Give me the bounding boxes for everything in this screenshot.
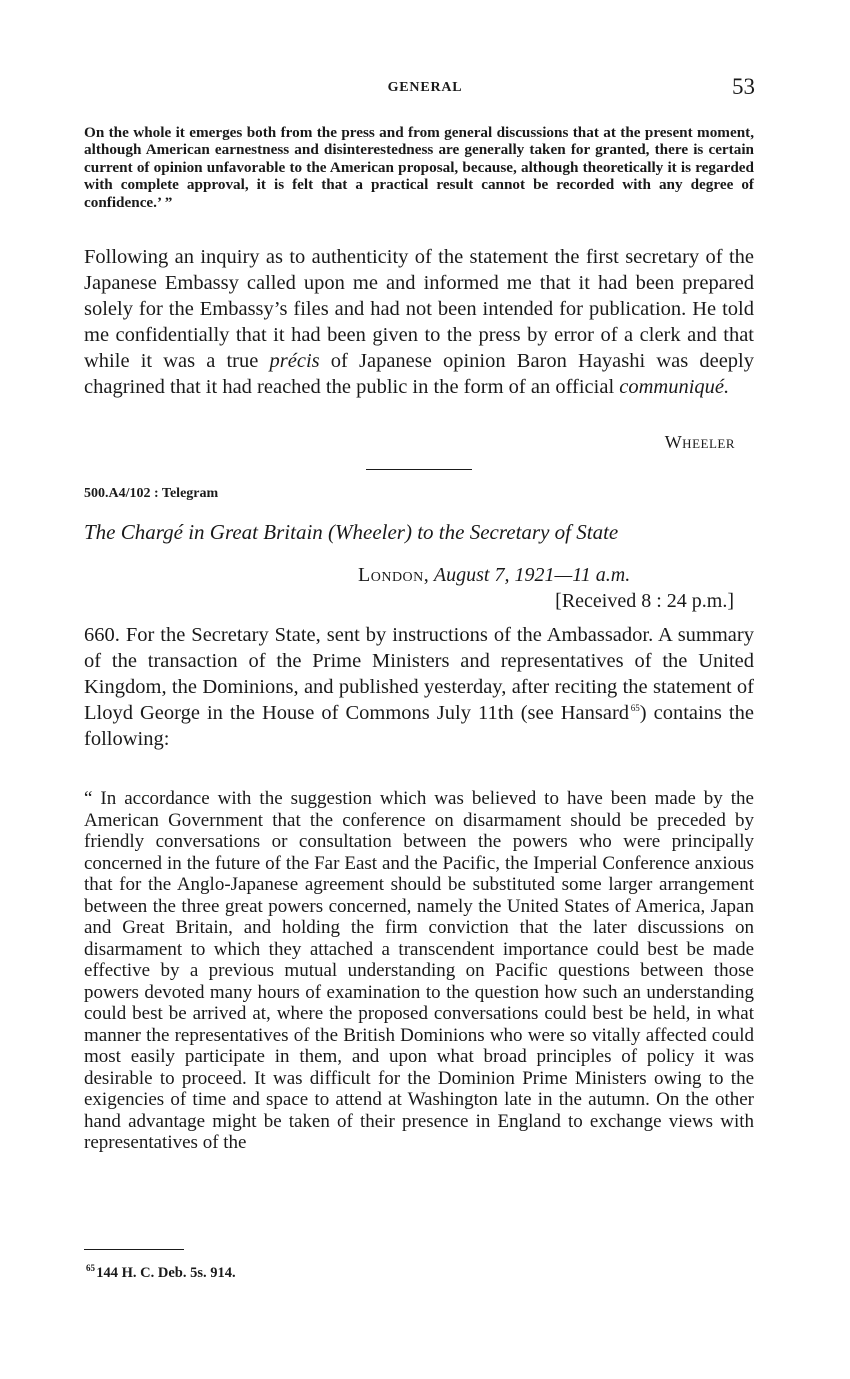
paragraph-following-text-2: of Japanese opinion Baron Hayashi was deeply chagrined that it had reached the public in the form of an official (84, 350, 754, 398)
heading-part-2: ) to the Secretary of State (404, 520, 619, 544)
dateline-place: London, (358, 564, 430, 586)
quote-main: “ In accordance with the suggestion which was believed to have been made by the American Government that the conference on disarmament should be preceded by friendly conversations or consultation between the powers who were principally concerned in the future of the Far East and the Pacific, the Imperial Conference anxious that for the Anglo-Japanese agreement should be substituted some larger arrangement between the three great powers concerned, namely the United States of America, Japan and Great Britain, and holding the firm conviction that the later discussions on disarmament to which they attached a transcendent importance could best be made effective by a previous mutual understanding on Pacific questions between those powers devoted many hours of examination to the question how such an understanding could best be arrived at, where the proposed conversations could best be held, in what manner the representatives of the British Dominions who were so vitally affected could most easily participate in them, and upon what broad principles of policy it was desirable to proceed. It was difficult for the Dominion Prime Ministers owing to the exigencies of time and space to attend at Washington late in the autumn. On the other hand advantage might be taken of their presence in England to exchange views with representatives of the (84, 788, 754, 1153)
footnote-reference[interactable]: 65 (630, 703, 640, 714)
heading-name: Wheeler (335, 520, 405, 544)
signature: Wheeler (664, 432, 735, 452)
quote-continuation: On the whole it emerges both from the press and from general discussions that at the present moment, although American earnestness and disinterestedness are generally taken for granted, there is certain current of opinion unfavorable to the American proposal, because, although theoretically it is regarded with complete approval, it is felt that a practical result cannot be recorded with any degree of confidence.’ ” (84, 124, 754, 211)
dateline (358, 564, 630, 587)
file-reference: 500.A4/102 : Telegram (84, 486, 219, 501)
section-divider (366, 469, 472, 470)
communique-term: communiqué. (619, 376, 730, 398)
footnote-marker: 65 (86, 1263, 95, 1274)
paragraph-660-text-1: 660. For the Secretary State, sent by instructions of the Ambassador. A summary of the transaction of the Prime Ministers and representatives of the United Kingdom, the Dominions, and published yesterday, after reciting the statement of Lloyd George in the House of Commons July 11th (see Hansard (84, 624, 754, 724)
dateline-date: August 7, 1921—11 a.m. (429, 564, 631, 586)
heading-part-1: The Chargé in Great Britain ( (84, 520, 336, 544)
footnote-text: 144 H. C. Deb. 5s. 914. (96, 1265, 236, 1281)
running-head: GENERAL (387, 80, 463, 95)
footnote-divider (84, 1249, 184, 1250)
paragraph-following (84, 244, 754, 400)
footnote (86, 1265, 236, 1282)
paragraph-following-text-1: Following an inquiry as to authenticity of the statement the first secretary of the Japanese Embassy called upon me and informed me that it had been prepared solely for the Embassy’s files and had not been intended for publication. He told me confidentially that it had been given to the press by error of a clerk and that while it was a true (84, 246, 754, 372)
paragraph-660 (84, 622, 754, 752)
received-note: [Received 8 : 24 p.m.] (555, 590, 734, 612)
precis-term: précis (269, 350, 320, 372)
document-heading (84, 520, 618, 545)
paragraph-660-text-2: ) contains the following: (84, 702, 754, 750)
page-number: 53 (732, 74, 755, 99)
